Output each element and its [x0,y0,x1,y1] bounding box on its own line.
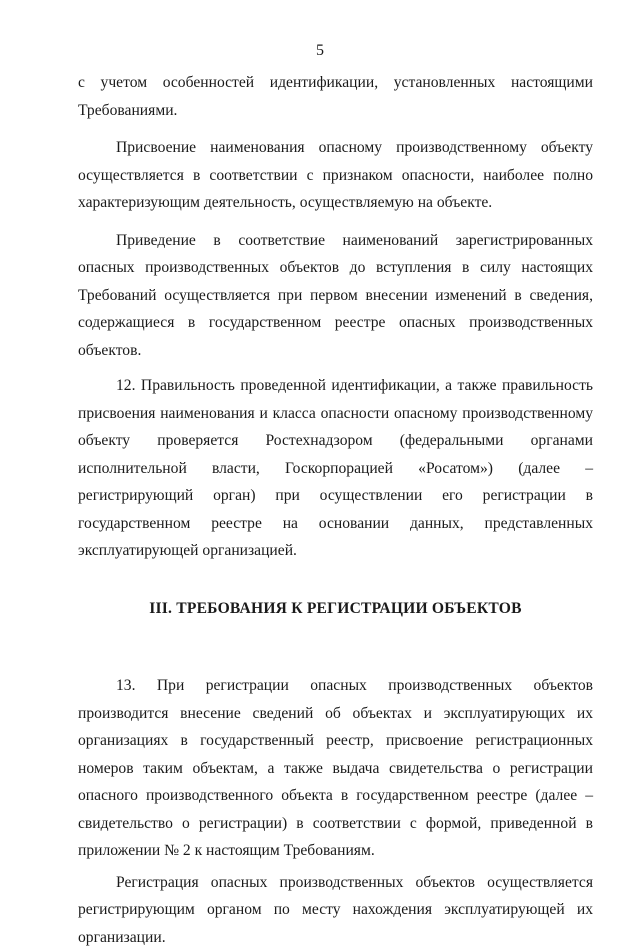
section-heading: III. ТРЕБОВАНИЯ К РЕГИСТРАЦИИ ОБЪЕКТОВ [78,595,593,623]
paragraph-continuation: с учетом особенностей идентификации, установленных настоящими Требованиями. [78,69,593,124]
paragraph-name-alignment: Приведение в соответствие наименований зарегистрированных опасных производственных объектов до вступления в силу настоящих Требований осуществляется при первом внесении изменений в сведения, содержащиеся в государственном реестре опасных производственных объектов. [78,227,593,365]
paragraph-item-13: 13. При регистрации опасных производственных объектов производится внесение сведений об объектах и эксплуатирующих их организациях в государственный реестр, присвоение регистрационных номеров таким объектам, а также выдача свидетельства о регистрации опасного производственного объекта в государственном реестре (далее – свидетельство о регистрации) в соответствии с формой, приведенной в приложении № 2 к настоящим Требованиям. [78,672,593,865]
paragraph-registration-place: Регистрация опасных производственных объектов осуществляется регистрирующим органом по месту нахождения эксплуатирующей их организации. [78,869,593,951]
page-number: 5 [0,42,640,60]
document-body [78,69,593,951]
paragraph-name-assignment: Присвоение наименования опасному производственному объекту осуществляется в соответствии с признаком опасности, наиболее полно характеризующим деятельность, осуществляемую на объекте. [78,134,593,217]
paragraph-item-12: 12. Правильность проведенной идентификации, а также правильность присвоения наименования и класса опасности опасному производственному объекту проверяется Ростехнадзором (федеральными органами исполнительной власти, Госкорпорацией «Росатом») (далее – регистрирующий орган) при осуществлении его регистрации в государственном реестре на основании данных, представленных эксплуатирующей организацией. [78,372,593,565]
